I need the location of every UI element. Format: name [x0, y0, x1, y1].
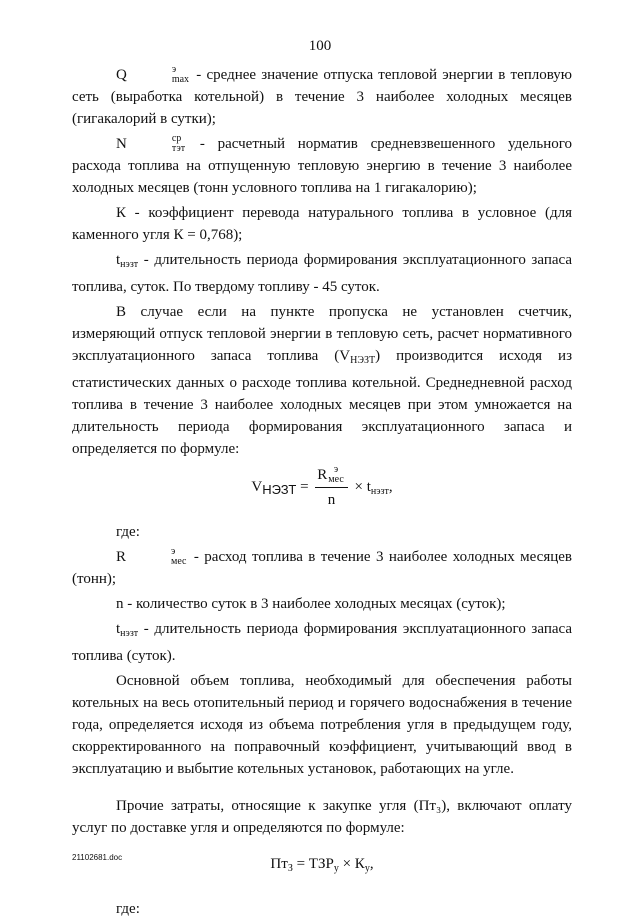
- formula2-eq: =: [296, 856, 306, 872]
- formula2-times: ×: [342, 856, 352, 872]
- formula1-rhs-sub: нэзт: [370, 485, 389, 497]
- formula1-fraction: [315, 464, 347, 511]
- page-number: 100: [308, 38, 332, 54]
- definition-k: К - коэффициент перевода натурального топлива в условное (для каменного угля К = 0,768);: [72, 205, 572, 243]
- formula1-end: ,: [388, 478, 393, 495]
- paragraph-main-volume: Основной объем топлива, необходимый для обеспечения работы котельных на весь отопительный период и горячего водоснабжения в течение года, определяется исходя из объема потребления угля в предыдущем году, скорректированного на поправочный коэффициент, учитывающий ввод в эксплуатацию и выбытие котельных установок, работающих на угле.: [72, 673, 572, 777]
- formula-v-nezt: [72, 464, 572, 511]
- spacer: [72, 783, 572, 795]
- formula2-b: К: [354, 856, 365, 872]
- symbol-q-sup: э: [171, 63, 177, 75]
- where-label-2: где:: [116, 901, 140, 917]
- formula-pt3: [72, 853, 572, 880]
- symbol-t: t: [116, 252, 121, 268]
- definition-t-text: - длительность периода формирования эксплуатационного запаса топлива, суток. По твердому топливу - 45 суток.: [72, 252, 572, 295]
- definition-r-text: - расход топлива в течение 3 наиболее холодных месяцев (тонн);: [72, 549, 573, 587]
- footer-filename: 21102681.doc: [72, 853, 123, 862]
- paragraph-no-counter-b: ) производится исходя из статистических данных о расходе топлива котельной. Среднедневной расход топлива в течение 3 наиболее холодных месяцев при этом умножается на длительность периода формирования эксплуатационного запаса и определяется по формуле:: [72, 348, 572, 457]
- formula1-numerator: [315, 464, 347, 488]
- definition-q-text: - среднее значение отпуска тепловой энергии в тепловую сеть (выработка котельной) в течение 3 наиболее холодных месяцев (гигакалорий в сутки);: [72, 67, 573, 127]
- formula1-rhs-sym: t: [366, 478, 371, 495]
- formula1-lhs-sub: НЭЗТ: [262, 481, 297, 497]
- formula1-num-sup: э: [333, 463, 339, 475]
- formula2-end: ,: [369, 856, 374, 872]
- definition-n: n - количество суток в 3 наиболее холодных месяцах (суток);: [116, 596, 506, 612]
- formula1-lhs: V: [251, 478, 263, 495]
- paragraph-other-costs: Прочие затраты, относящие к закупке угля (Пт₃), включают оплату услуг по доставке угля и определяются по формуле:: [72, 798, 572, 836]
- definition-q-max: [72, 64, 572, 130]
- formula1-times: ×: [354, 478, 363, 495]
- formula2-a: ТЗР: [308, 856, 334, 872]
- paragraph-no-counter: [72, 301, 572, 460]
- symbol-t-sub: нэзт: [120, 259, 139, 270]
- formula2-a-sub: у: [333, 863, 339, 874]
- symbol-t2: t: [116, 621, 121, 637]
- symbol-n-sup: ср: [171, 132, 182, 144]
- definition-n-tet: [72, 133, 572, 199]
- symbol-q-indices: [128, 65, 189, 85]
- formula1-num-sub: мес: [328, 473, 344, 485]
- formula1-num-indices: [328, 465, 343, 485]
- formula1-eq: =: [300, 478, 309, 495]
- formula1-denominator: n: [327, 492, 336, 508]
- symbol-t2-sub: нэзт: [120, 628, 139, 639]
- symbol-q-sub: max: [171, 73, 190, 85]
- definition-t-nezt: [72, 249, 572, 298]
- formula2-b-sub: у: [364, 863, 370, 874]
- formula2-lhs-sub: З: [287, 863, 293, 874]
- symbol-r-sup: э: [171, 545, 176, 557]
- v-nezt-sub: НЭЗТ: [350, 355, 376, 366]
- paragraph-no-counter-a: В случае если на пункте пропуска не установлен счетчик, измеряющий отпуск тепловой энергии в тепловую сеть, расчет нормативного эксплуатационного запаса топлива (V: [72, 304, 572, 364]
- symbol-q: Q: [116, 67, 127, 83]
- symbol-n-sub: тэт: [171, 142, 186, 154]
- symbol-r-sub: мес: [171, 555, 187, 567]
- symbol-n-indices: [128, 134, 185, 154]
- definition-t-nezt-2: [72, 618, 572, 667]
- document-body: [72, 64, 572, 923]
- symbol-r: R: [116, 549, 127, 565]
- definition-t2-text: - длительность периода формирования эксплуатационного запаса топлива (суток).: [72, 621, 572, 664]
- definition-r-mes: [72, 546, 572, 590]
- where-label-1: где:: [116, 524, 140, 540]
- symbol-r-indices: [127, 547, 186, 567]
- formula1-num-sym: R: [317, 467, 328, 483]
- definition-n-text: - расчетный норматив средневзвешенного удельного расхода топлива на отпущенную тепловую энергию в течение 3 наиболее холодных месяцев (тонн условного топлива на 1 гигакалорию);: [72, 136, 573, 196]
- formula2-lhs: Пт: [270, 856, 288, 872]
- symbol-n: N: [116, 136, 127, 152]
